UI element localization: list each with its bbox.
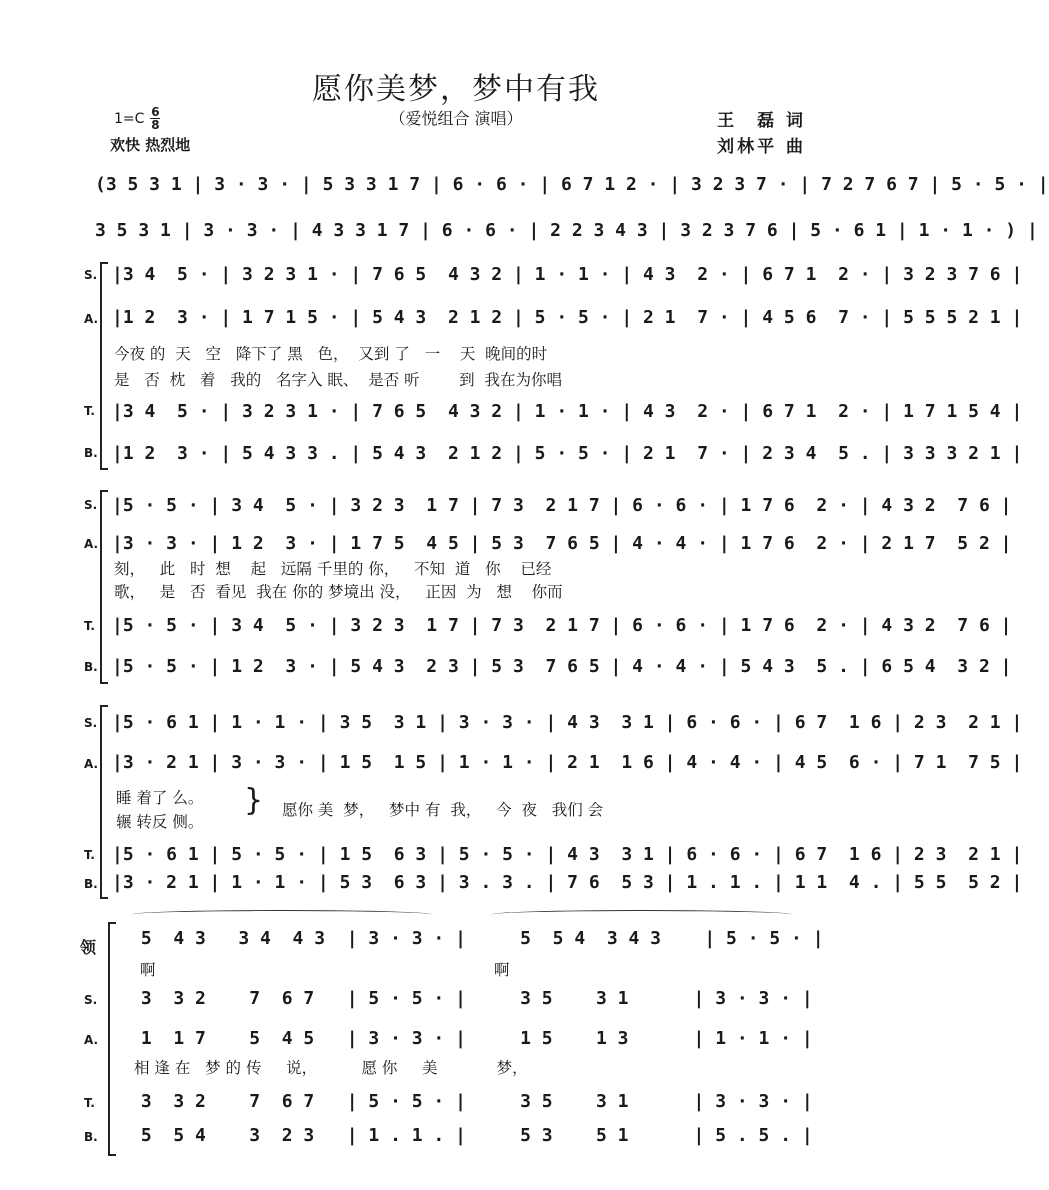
key-label: 1=C bbox=[114, 110, 145, 127]
system-1-tenor: |3 4 5 · | 3 2 3 1 · | 7 6 5 4 3 2 | 1 · 1 · | 4 3 2 · | 6 7 1 2 · | 1 7 1 5 4 | bbox=[112, 401, 1023, 422]
song-title: 愿你美梦，梦中有我 bbox=[312, 72, 600, 107]
system-2-soprano: |5 · 5 · | 3 4 5 · | 3 2 3 1 7 | 7 3 2 1 7 | 6 · 6 · | 1 7 6 2 · | 4 3 2 7 6 | bbox=[112, 495, 1012, 516]
system-2-tenor: |5 · 5 · | 3 4 5 · | 3 2 3 1 7 | 7 3 2 1 7 | 6 · 6 · | 1 7 6 2 · | 4 3 2 7 6 | bbox=[112, 615, 1012, 636]
system-2-lyric-verse-2: 歌， 是 否 看见 我在 你的 梦境出 没， 正因 为 想 你而 bbox=[114, 583, 563, 601]
system-1-soprano: |3 4 5 · | 3 2 3 1 · | 7 6 5 4 3 2 | 1 · 1 · | 4 3 2 · | 6 7 1 2 · | 3 2 3 7 6 | bbox=[112, 264, 1023, 285]
system-2-bass: |5 · 5 · | 1 2 3 · | 5 4 3 2 3 | 5 3 7 6 5 | 4 · 4 · | 5 4 3 5 . | 6 5 4 3 2 | bbox=[112, 656, 1012, 677]
system-3-bracket bbox=[100, 705, 108, 899]
voice-label-tenor: T. bbox=[84, 1096, 95, 1110]
time-sig-bottom: 8 bbox=[151, 118, 160, 132]
system-4-lead-lyric-2: 啊 bbox=[494, 961, 510, 979]
intro-line-2: 3 5 3 1 | 3 · 3 · | 4 3 3 1 7 | 6 · 6 · | 2 2 3 4 3 | 3 2 3 7 6 | 5 · 6 1 | 1 · 1 · ) | bbox=[95, 220, 1038, 241]
voice-label-soprano: S. bbox=[84, 993, 98, 1007]
system-4-tenor: 3 3 2 7 6 7 | 5 · 5 · | 3 5 3 1 | 3 · 3 · | bbox=[130, 1091, 813, 1112]
system-4-soprano: 3 3 2 7 6 7 | 5 · 5 · | 3 5 3 1 | 3 · 3 · | bbox=[130, 988, 813, 1009]
voice-label-soprano: S. bbox=[84, 716, 98, 730]
voice-label-alto: A. bbox=[84, 1033, 99, 1047]
system-3-lyric-alt-2: 辗 转反 侧。 bbox=[116, 813, 204, 831]
system-3-tenor: |5 · 6 1 | 5 · 5 · | 1 5 6 3 | 5 · 5 · | 4 3 3 1 | 6 · 6 · | 6 7 1 6 | 2 3 2 1 | bbox=[112, 844, 1023, 865]
system-4-bass: 5 5 4 3 2 3 | 1 . 1 . | 5 3 5 1 | 5 . 5 . | bbox=[130, 1125, 813, 1146]
system-1-bass: |1 2 3 · | 5 4 3 3 . | 5 4 3 2 1 2 | 5 · 5 · | 2 1 7 · | 2 3 4 5 . | 3 3 3 2 1 | bbox=[112, 443, 1023, 464]
voice-label-alto: A. bbox=[84, 312, 99, 326]
system-1-bracket bbox=[100, 262, 108, 470]
system-3-alto: |3 · 2 1 | 3 · 3 · | 1 5 1 5 | 1 · 1 · | 2 1 1 6 | 4 · 4 · | 4 5 6 · | 7 1 7 5 | bbox=[112, 752, 1023, 773]
system-2-bracket bbox=[100, 490, 108, 684]
time-sig-top: 6 bbox=[151, 105, 160, 119]
system-4-bracket bbox=[108, 922, 116, 1156]
system-2-lyric-verse-1: 刻， 此 时 想 起 远隔 千里的 你， 不知 道 你 已经 bbox=[114, 560, 552, 578]
voice-label-bass: B. bbox=[84, 877, 98, 891]
system-3-soprano: |5 · 6 1 | 1 · 1 · | 3 5 3 1 | 3 · 3 · | 4 3 3 1 | 6 · 6 · | 6 7 1 6 | 2 3 2 1 | bbox=[112, 712, 1023, 733]
voice-label-tenor: T. bbox=[84, 619, 95, 633]
voice-label-alto: A. bbox=[84, 757, 99, 771]
system-1-alto: |1 2 3 · | 1 7 1 5 · | 5 4 3 2 1 2 | 5 · 5 · | 2 1 7 · | 4 5 6 7 · | 5 5 5 2 1 | bbox=[112, 307, 1023, 328]
voice-label-bass: B. bbox=[84, 1130, 98, 1144]
system-3-bass: |3 · 2 1 | 1 · 1 · | 5 3 6 3 | 3 . 3 . | 7 6 5 3 | 1 . 1 . | 1 1 4 . | 5 5 5 2 | bbox=[112, 872, 1023, 893]
system-1-lyric-verse-1: 今夜 的 天 空 降下了 黑 色， 又到 了 一 天 晚间的时 bbox=[114, 345, 548, 363]
system-1-lyric-verse-2: 是 否 枕 着 我的 名字入 眠、 是否 听 到 我在为你唱 bbox=[114, 371, 562, 389]
system-3-lyric-refrain: 愿你 美 梦， 梦中 有 我， 今 夜 我们 会 bbox=[282, 801, 604, 819]
tempo-marking: 欢快 热烈地 bbox=[110, 136, 191, 154]
system-4-alto: 1 1 7 5 4 5 | 3 · 3 · | 1 5 1 3 | 1 · 1 · | bbox=[130, 1028, 813, 1049]
system-4-lead: 5 4 3 3 4 4 3 | 3 · 3 · | 5 5 4 3 4 3 | 5 · 5 · | bbox=[130, 928, 824, 949]
voice-label-tenor: T. bbox=[84, 404, 95, 418]
system-4-lead-lyric-1: 啊 bbox=[140, 961, 156, 979]
phrase-slur bbox=[132, 910, 432, 919]
voice-label-bass: B. bbox=[84, 660, 98, 674]
time-signature bbox=[150, 106, 160, 131]
voice-label-alto: A. bbox=[84, 537, 99, 551]
phrase-slur bbox=[492, 910, 792, 919]
composer-credit: 刘林平 曲 bbox=[717, 137, 806, 157]
voice-label-tenor: T. bbox=[84, 848, 95, 862]
voice-label-soprano: S. bbox=[84, 268, 98, 282]
lyricist-credit: 王 磊 词 bbox=[717, 111, 806, 131]
voice-label-bass: B. bbox=[84, 446, 98, 460]
verse-brace: } bbox=[244, 783, 264, 818]
key-signature bbox=[114, 106, 160, 131]
voice-label-lead: 领 bbox=[80, 938, 97, 957]
intro-line-1: (3 5 3 1 | 3 · 3 · | 5 3 3 1 7 | 6 · 6 · | 6 7 1 2 · | 3 2 3 7 · | 7 2 7 6 7 | 5 · 5 · | bbox=[95, 174, 1049, 195]
performer-subtitle: （爱悦组合 演唱） bbox=[389, 109, 523, 128]
voice-label-soprano: S. bbox=[84, 498, 98, 512]
system-2-alto: |3 · 3 · | 1 2 3 · | 1 7 5 4 5 | 5 3 7 6 5 | 4 · 4 · | 1 7 6 2 · | 2 1 7 5 2 | bbox=[112, 533, 1012, 554]
system-4-lyric: 相 逢 在 梦 的 传 说， 愿 你 美 梦， bbox=[134, 1059, 528, 1077]
system-3-lyric-alt-1: 睡 着了 么。 bbox=[116, 789, 204, 807]
